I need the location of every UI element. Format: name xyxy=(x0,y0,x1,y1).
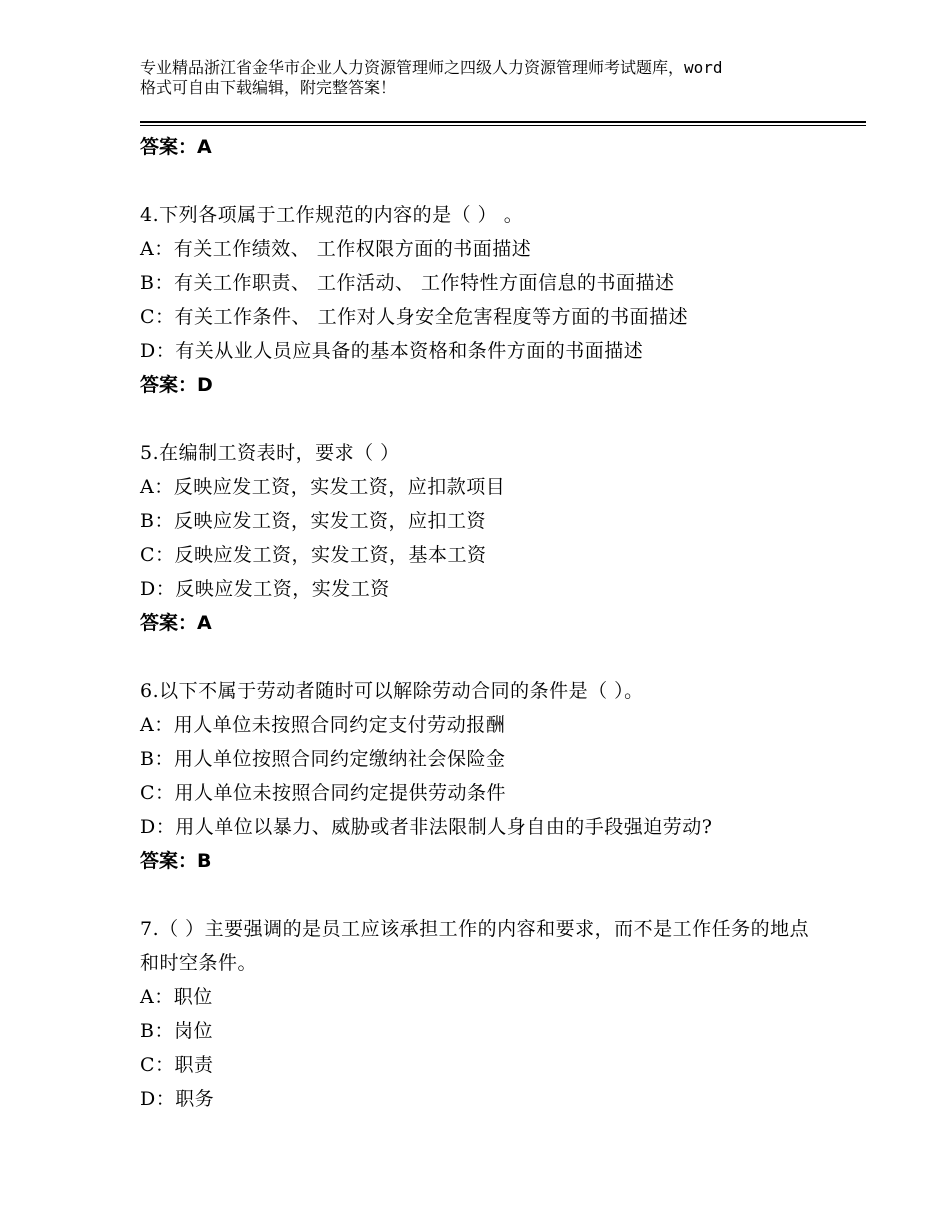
option-b: B：岗位 xyxy=(140,1020,213,1042)
header-title-line1: 专业精品浙江省金华市企业人力资源管理师之四级人力资源管理师考试题库，word xyxy=(140,58,723,77)
option-c: C：反映应发工资，实发工资，基本工资 xyxy=(140,544,487,566)
question-7 xyxy=(140,912,840,1116)
option-a: A：用人单位未按照合同约定支付劳动报酬 xyxy=(140,714,506,736)
option-b: B：反映应发工资，实发工资，应扣工资 xyxy=(140,510,486,532)
header-divider-thick xyxy=(140,121,866,123)
question-stem: 6.以下不属于劳动者随时可以解除劳动合同的条件是（ ）。 xyxy=(140,680,644,702)
answer-q3: 答案：A xyxy=(140,136,212,158)
option-a: A：反映应发工资，实发工资，应扣款项目 xyxy=(140,476,506,498)
question-5 xyxy=(140,436,840,640)
option-b: B：用人单位按照合同约定缴纳社会保险金 xyxy=(140,748,506,770)
option-a: A：有关工作绩效、 工作权限方面的书面描述 xyxy=(140,238,532,260)
option-c: C：职责 xyxy=(140,1054,214,1076)
option-d: D：有关从业人员应具备的基本资格和条件方面的书面描述 xyxy=(140,340,644,362)
answer: 答案：D xyxy=(140,374,213,396)
option-c: C：用人单位未按照合同约定提供劳动条件 xyxy=(140,782,507,804)
option-c: C：有关工作条件、 工作对人身安全危害程度等方面的书面描述 xyxy=(140,306,689,328)
answer: 答案：B xyxy=(140,850,212,872)
option-b: B：有关工作职责、 工作活动、 工作特性方面信息的书面描述 xyxy=(140,272,675,294)
option-a: A：职位 xyxy=(140,986,213,1008)
header-title-line2: 格式可自由下载编辑，附完整答案！ xyxy=(140,78,397,97)
page-header xyxy=(140,58,830,98)
question-stem: 4.下列各项属于工作规范的内容的是（ ） 。 xyxy=(140,204,524,226)
option-d: D：用人单位以暴力、威胁或者非法限制人身自由的手段强迫劳动? xyxy=(140,816,713,838)
header-divider-thin xyxy=(140,125,866,126)
document-body xyxy=(140,130,840,1116)
question-stem: 5.在编制工资表时，要求（ ） xyxy=(140,442,400,464)
question-stem: 7.（ ）主要强调的是员工应该承担工作的内容和要求，而不是工作任务的地点和时空条件。 xyxy=(140,918,810,974)
question-6 xyxy=(140,674,840,878)
answer: 答案：A xyxy=(140,612,212,634)
question-4 xyxy=(140,198,840,402)
option-d: D：职务 xyxy=(140,1088,215,1110)
option-d: D：反映应发工资，实发工资 xyxy=(140,578,390,600)
